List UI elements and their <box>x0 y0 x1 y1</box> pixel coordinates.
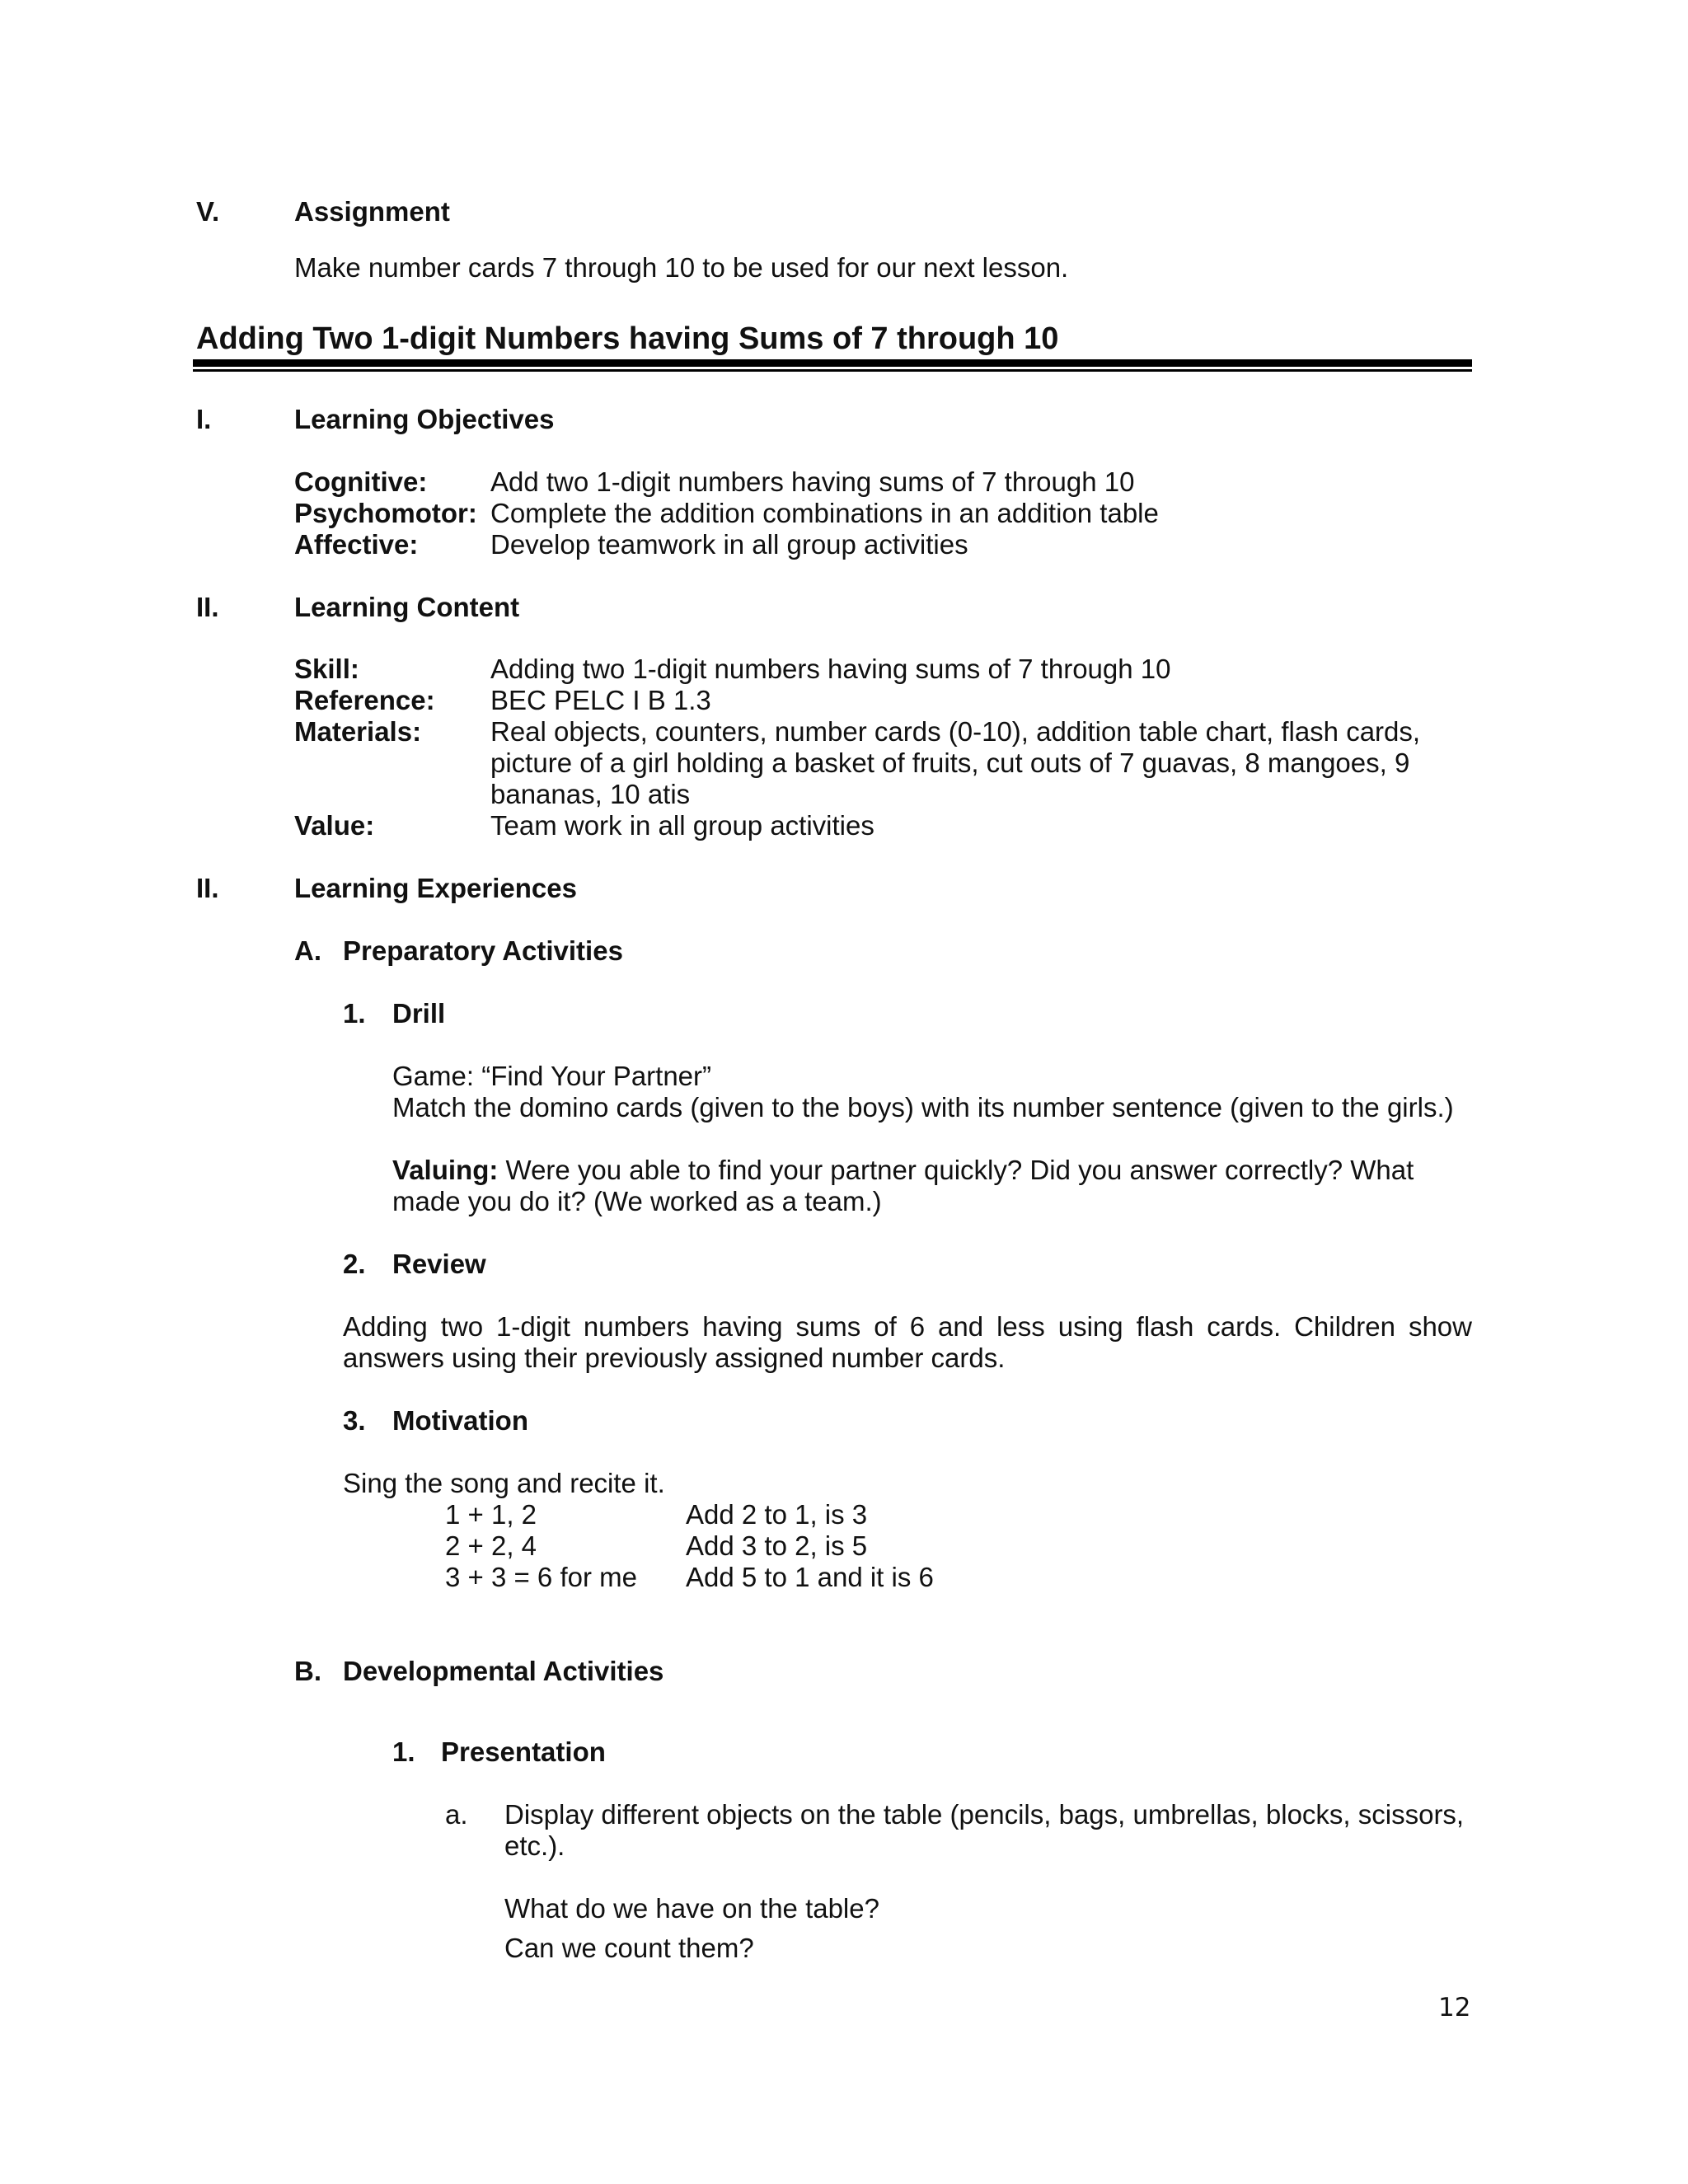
prep-heading: Preparatory Activities <box>343 935 623 966</box>
content-value-reference: BEC PELC I B 1.3 <box>490 685 711 715</box>
question-1: What do we have on the table? <box>504 1893 879 1924</box>
section-numeral-ii-experiences: II. <box>196 873 219 903</box>
item-a-letter: a. <box>445 1799 468 1830</box>
section-numeral-ii-content: II. <box>196 592 219 622</box>
presentation-heading: Presentation <box>441 1736 606 1767</box>
content-label-value: Value: <box>294 810 375 841</box>
section-numeral-v: V. <box>196 196 220 227</box>
match-line: Match the domino cards (given to the boys) with its number sentence (given to the girls.) <box>392 1092 1454 1122</box>
game-line: Game: “Find Your Partner” <box>392 1061 712 1091</box>
objective-label-psychomotor: Psychomotor: <box>294 498 477 528</box>
content-value-value: Team work in all group activities <box>490 810 874 841</box>
review-number: 2. <box>343 1249 366 1279</box>
valuing-text: Were you able to find your partner quickly? Did you answer correctly? What <box>498 1155 1414 1185</box>
song-right-3: Add 5 to 1 and it is 6 <box>686 1562 934 1592</box>
objective-value-cognitive: Add two 1-digit numbers having sums of 7 through 10 <box>490 466 1135 497</box>
song-left-1: 1 + 1, 2 <box>445 1499 537 1530</box>
review-line2: answers using their previously assigned number cards. <box>343 1343 1006 1373</box>
valuing-label: Valuing: <box>392 1155 499 1185</box>
valuing-line2: made you do it? (We worked as a team.) <box>392 1186 882 1216</box>
assignment-heading: Assignment <box>294 196 450 227</box>
prep-letter: A. <box>294 935 321 966</box>
dev-heading: Developmental Activities <box>343 1656 664 1686</box>
objective-value-psychomotor: Complete the addition combinations in an addition table <box>490 498 1159 528</box>
content-label-skill: Skill: <box>294 654 359 684</box>
dev-letter: B. <box>294 1656 321 1686</box>
review-heading: Review <box>392 1249 486 1279</box>
section-numeral-i: I. <box>196 404 212 434</box>
page-number: 12 <box>1438 1993 1471 2022</box>
title-rule-thick <box>193 359 1472 367</box>
title-rule-thin <box>193 369 1472 372</box>
review-line1: Adding two 1-digit numbers having sums of 6 and less using flash cards. Children show <box>343 1311 1472 1342</box>
item-a-line1: Display different objects on the table (pencils, bags, umbrellas, blocks, scissors, <box>504 1799 1465 1830</box>
objective-value-affective: Develop teamwork in all group activities <box>490 529 968 560</box>
content-value-skill: Adding two 1-digit numbers having sums of 7 through 10 <box>490 654 1171 684</box>
lesson-title: Adding Two 1-digit Numbers having Sums of 7 through 10 <box>196 321 1059 356</box>
objective-label-cognitive: Cognitive: <box>294 466 428 497</box>
question-2: Can we count them? <box>504 1933 754 1963</box>
content-label-materials: Materials: <box>294 716 422 747</box>
drill-heading: Drill <box>392 998 446 1029</box>
objectives-heading: Learning Objectives <box>294 404 555 434</box>
item-a-line2: etc.). <box>504 1830 565 1861</box>
content-label-reference: Reference: <box>294 685 435 715</box>
motivation-heading: Motivation <box>392 1405 528 1436</box>
song-right-1: Add 2 to 1, is 3 <box>686 1499 868 1530</box>
content-value-materials-line3: bananas, 10 atis <box>490 779 691 809</box>
drill-number: 1. <box>343 998 366 1029</box>
valuing-line1 <box>392 1155 1414 1186</box>
song-left-2: 2 + 2, 4 <box>445 1530 537 1561</box>
motivation-number: 3. <box>343 1405 366 1436</box>
content-value-materials-line2: picture of a girl holding a basket of fruits, cut outs of 7 guavas, 8 mangoes, 9 <box>490 748 1410 778</box>
song-intro: Sing the song and recite it. <box>343 1468 665 1498</box>
content-heading: Learning Content <box>294 592 520 622</box>
presentation-number: 1. <box>392 1736 415 1767</box>
experiences-heading: Learning Experiences <box>294 873 577 903</box>
content-value-materials-line1: Real objects, counters, number cards (0-10), addition table chart, flash cards, <box>490 716 1421 747</box>
song-right-2: Add 3 to 2, is 5 <box>686 1530 868 1561</box>
objective-label-affective: Affective: <box>294 529 419 560</box>
assignment-text: Make number cards 7 through 10 to be used for our next lesson. <box>294 252 1069 283</box>
song-left-3: 3 + 3 = 6 for me <box>445 1562 637 1592</box>
